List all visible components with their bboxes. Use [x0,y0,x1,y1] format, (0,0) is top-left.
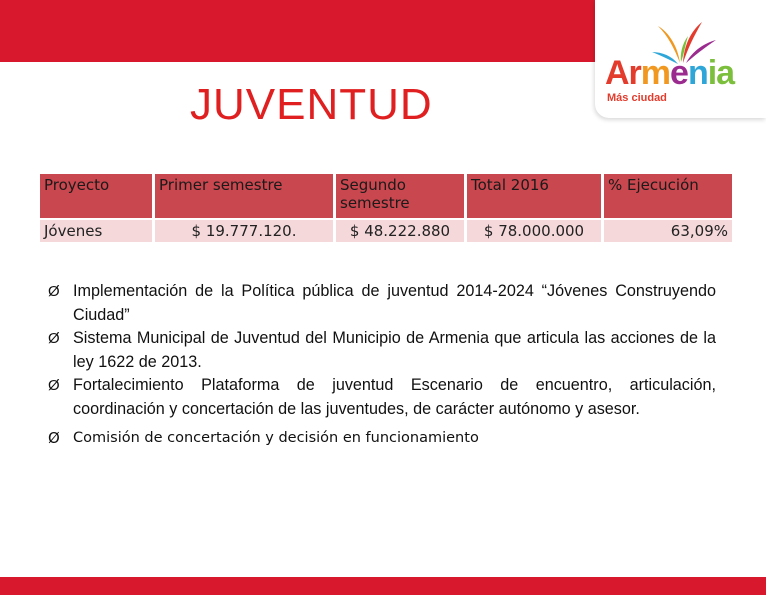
arrow-bullet-icon: Ø [48,330,60,347]
header-primer-semestre: Primer semestre [155,174,333,218]
header-segundo-semestre: Segundo semestre [336,174,464,218]
logo-wordmark: Armenia [605,54,735,92]
cell-primer-semestre: $ 19.777.120. [155,220,333,242]
list-item-text: Sistema Municipal de Juventud del Municipio de Armenia que articula las acciones de la ley 1622 de 2013. [73,329,716,371]
list-item [48,327,716,374]
arrow-bullet-icon: Ø [48,429,60,447]
armenia-logo [595,0,766,118]
cell-total: $ 78.000.000 [467,220,601,242]
table-row [40,220,732,242]
header-ejecucion: % Ejecución [604,174,732,218]
page-title: JUVENTUD [190,80,433,129]
bullet-list [48,280,716,451]
arrow-bullet-icon: Ø [48,377,60,394]
list-item [48,374,716,421]
cell-ejecucion: 63,09% [604,220,732,242]
list-item-text: Implementación de la Política pública de juventud 2014-2024 “Jóvenes Construyendo Ciudad” [73,282,716,324]
list-item-text: Fortalecimiento Plataforma de juventud Escenario de encuentro, articulación, coordinación y concertación de las juventudes, de carácter autónomo y asesor. [73,376,716,418]
table-header-row [40,174,732,218]
logo-subtitle: Más ciudad [607,92,667,104]
list-item-text: Comisión de concertación y decisión en funcionamiento [73,430,479,446]
header-proyecto: Proyecto [40,174,152,218]
list-item [48,427,716,451]
arrow-bullet-icon: Ø [48,283,60,300]
header-total: Total 2016 [467,174,601,218]
cell-segundo-semestre: $ 48.222.880 [336,220,464,242]
budget-table [37,172,735,244]
list-item [48,280,716,327]
cell-proyecto: Jóvenes [40,220,152,242]
bottom-red-band [0,577,766,595]
